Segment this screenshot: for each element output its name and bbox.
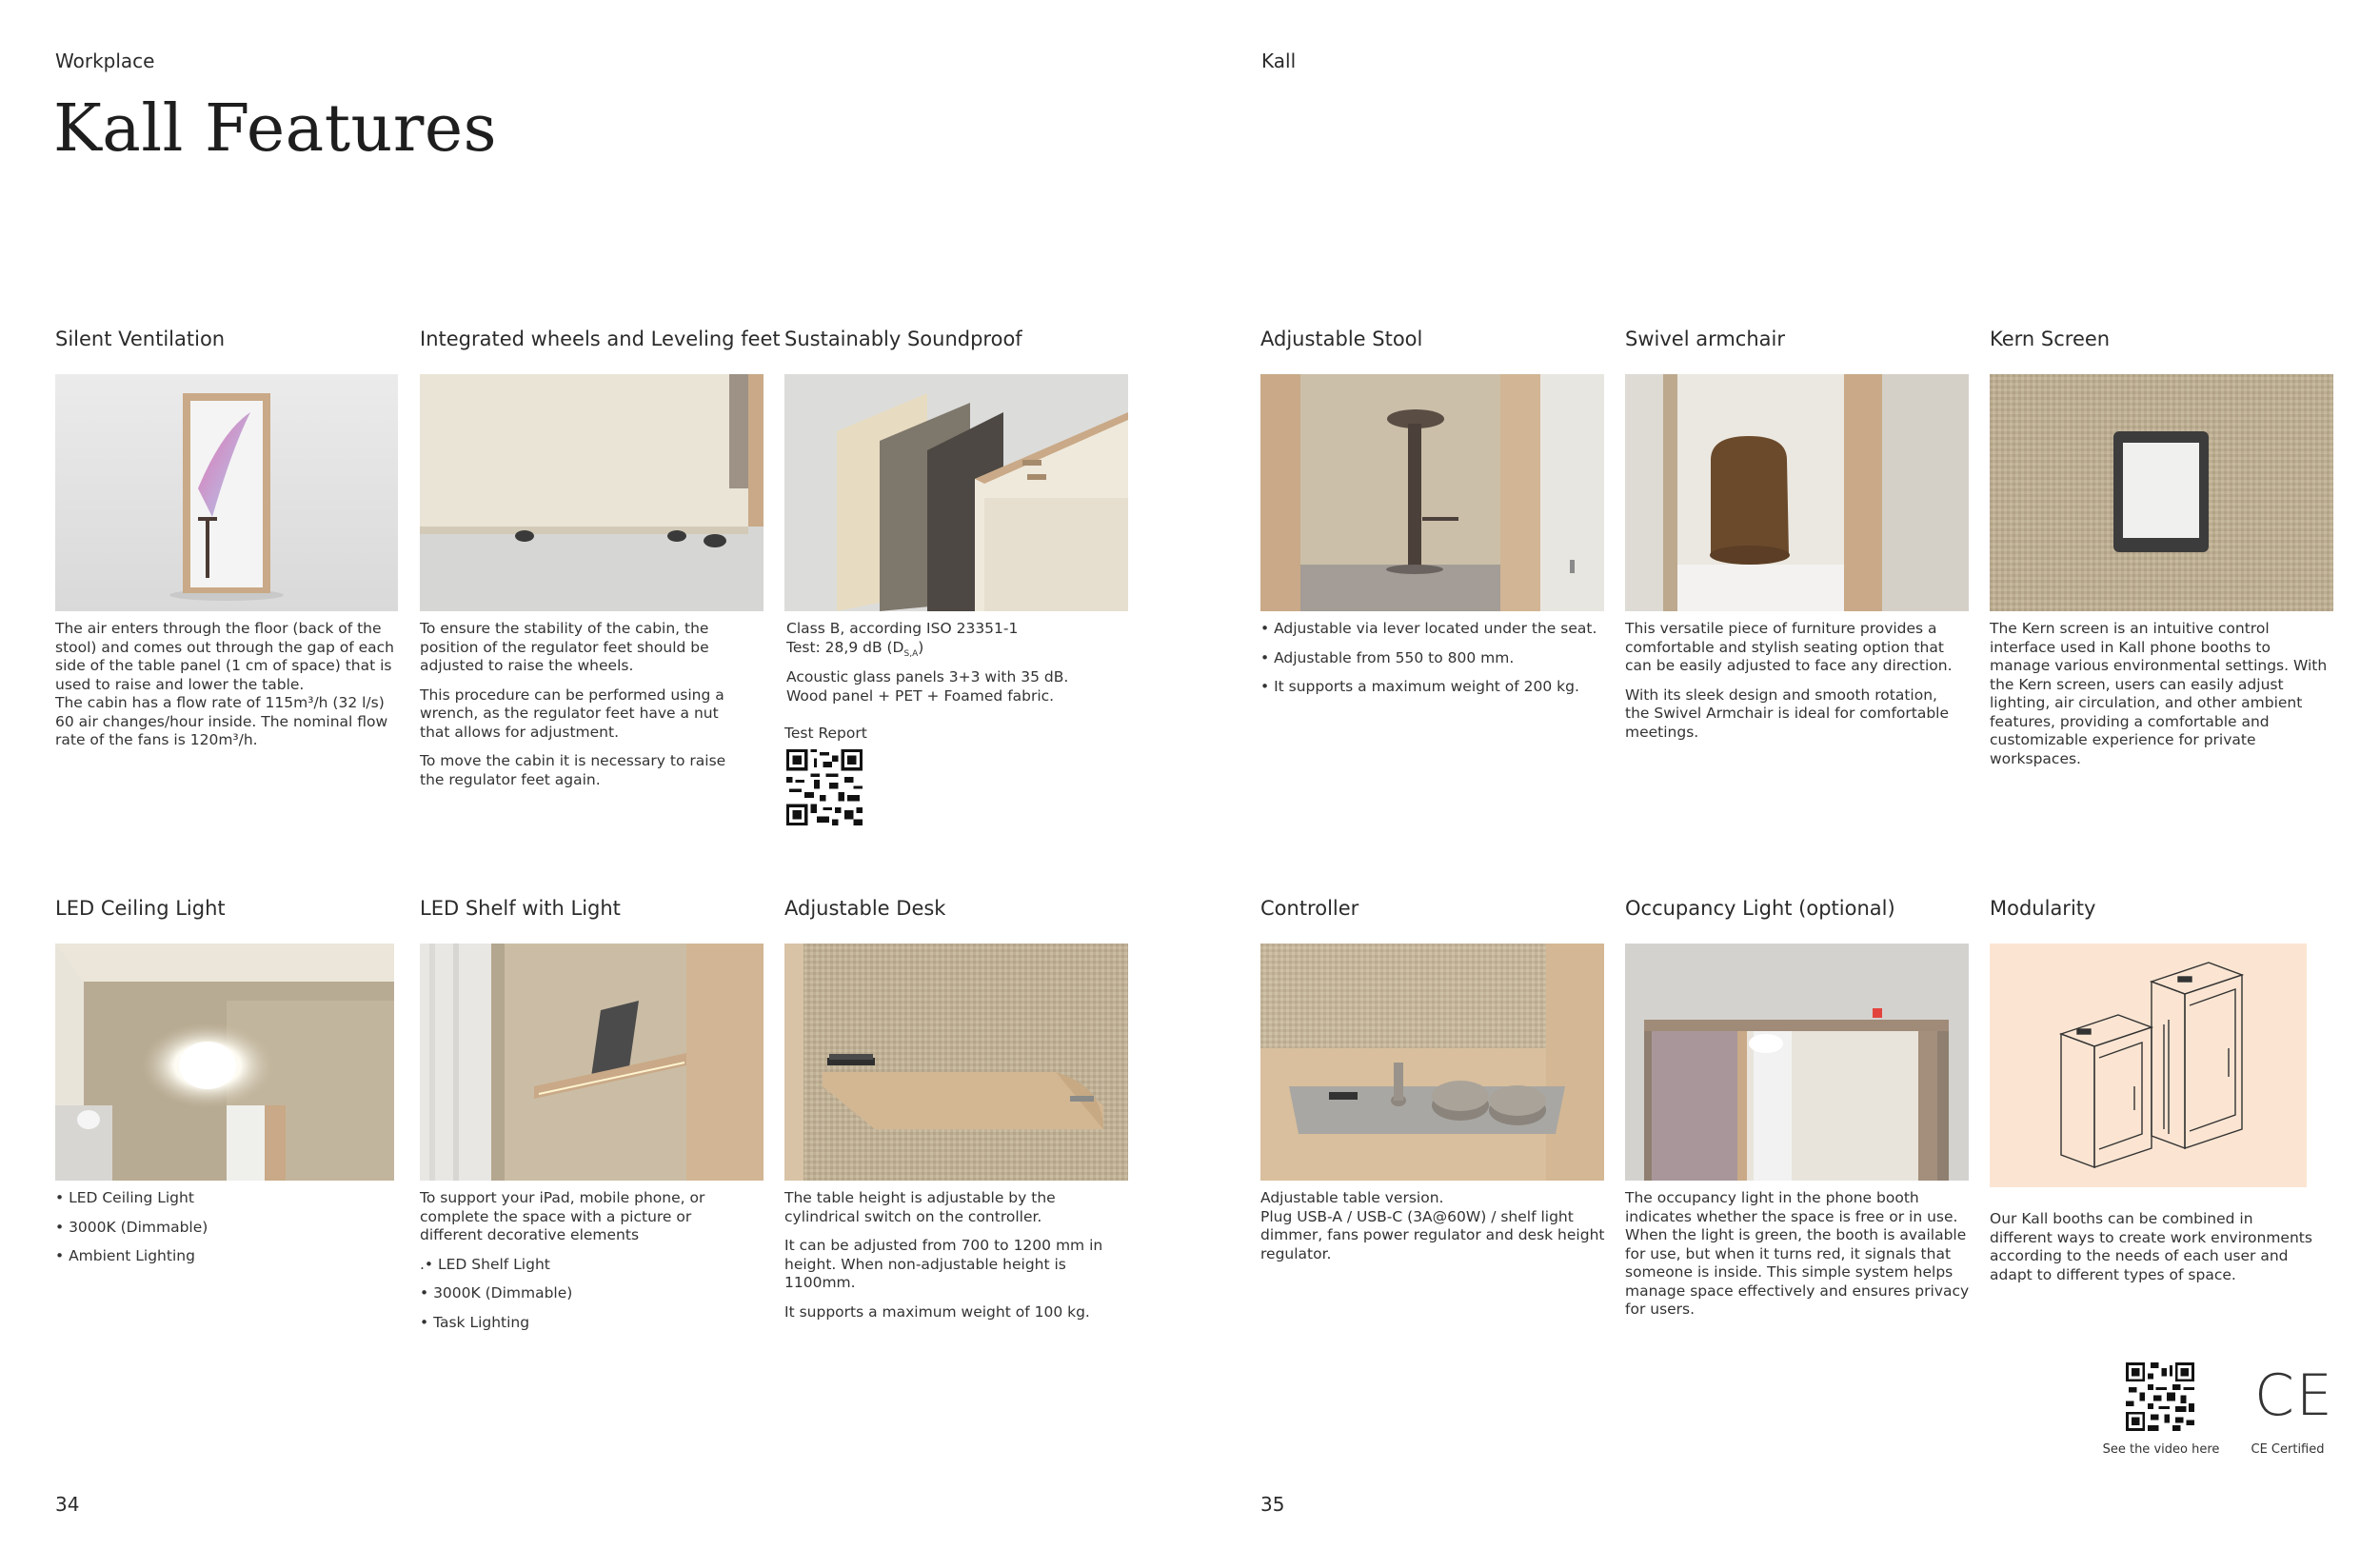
feature-text-adjustable-stool	[1260, 620, 1613, 707]
feature-title-adjustable-stool: Adjustable Stool	[1260, 328, 1423, 350]
paragraph: The occupancy light in the phone booth indicates whether the space is free or in use. When the light is green, the booth is available for use, but when it turns red, it signals that someone is inside. This simple system helps manage space effectively and ensures privacy for users.	[1625, 1189, 1970, 1318]
feature-text-adjustable-desk	[784, 1189, 1132, 1332]
soundproof-line: Class B, according ISO 23351-1 Test: 28,9 dB (D	[786, 620, 1019, 656]
bullet: • Ambient Lighting	[55, 1247, 195, 1264]
bullet: • LED Ceiling Light	[55, 1189, 194, 1206]
paragraph: To support your iPad, mobile phone, or complete the space with a picture or different decorative elements	[420, 1189, 705, 1243]
adjustable-desk-image	[784, 944, 1128, 1181]
page-title: Kall Features	[53, 91, 497, 167]
occupancy-light-image	[1625, 944, 1969, 1181]
bullet: • It supports a maximum weight of 200 kg.	[1260, 678, 1579, 695]
feature-title-kern-screen: Kern Screen	[1990, 328, 2111, 350]
feature-title-controller: Controller	[1260, 897, 1359, 920]
qr-code-icon[interactable]	[786, 749, 863, 825]
feature-text-led-ceiling-light	[55, 1189, 388, 1277]
kern-screen-image	[1990, 374, 2333, 611]
swivel-armchair-image	[1625, 374, 1969, 611]
paragraph: The Kern screen is an intuitive control interface used in Kall phone booths to manage various environmental settings. With the Kern screen, users can easily adjust lighting, air circulation, and other ambient features, providing a comfortable and customizable experience for private workspaces.	[1990, 620, 2328, 767]
paragraph: Adjustable table version. Plug USB-A / USB-C (3A@60W) / shelf light dimmer, fans power regulator and desk height regulator.	[1260, 1189, 1605, 1262]
paragraph: Our Kall booths can be combined in different ways to create work environments according to the needs of each user and adapt to different types of space.	[1990, 1210, 2312, 1283]
bullet: .• LED Shelf Light	[420, 1255, 550, 1273]
led-shelf-image	[420, 944, 764, 1181]
section-label-workplace: Workplace	[55, 50, 155, 72]
page-number-left: 34	[55, 1493, 80, 1516]
feature-text-integrated-wheels	[420, 620, 734, 800]
ce-mark-icon	[2254, 1362, 2334, 1429]
paragraph: This procedure can be performed using a wrench, as the regulator feet have a nut that allows for adjustment.	[420, 686, 724, 741]
feature-text-kern-screen	[1990, 620, 2328, 779]
feature-title-silent-ventilation: Silent Ventilation	[55, 328, 226, 350]
feature-title-swivel-armchair: Swivel armchair	[1625, 328, 1785, 350]
feature-text-led-shelf	[420, 1189, 724, 1342]
feature-text-occupancy-light	[1625, 1189, 1973, 1330]
feature-title-modularity: Modularity	[1990, 897, 2096, 920]
qr-code-icon[interactable]	[2126, 1362, 2194, 1431]
feature-title-occupancy-light: Occupancy Light (optional)	[1625, 897, 1895, 920]
feature-title-soundproof: Sustainably Soundproof	[784, 328, 1022, 350]
led-ceiling-light-image	[55, 944, 394, 1181]
feature-text-modularity	[1990, 1210, 2318, 1295]
paragraph: Acoustic glass panels 3+3 with 35 dB. Wood panel + PET + Foamed fabric.	[786, 668, 1069, 705]
paragraph: The air enters through the floor (back of the stool) and comes out through the gap of each side of the table panel (1 cm of space) that is used to raise and lower the table. The cabin has a flow rate of 115m³/h (32 l/s) 60 air changes/hour inside. The nominal flow rate of the fans is 120m³/h.	[55, 620, 394, 748]
paragraph: To move the cabin it is necessary to raise the regulator feet again.	[420, 752, 726, 788]
feature-text-controller	[1260, 1189, 1608, 1274]
bullet: • 3000K (Dimmable)	[55, 1218, 208, 1236]
feature-text-silent-ventilation	[55, 620, 403, 761]
paragraph: This versatile piece of furniture provides a comfortable and stylish seating option that can be easily adjusted to face any direction.	[1625, 620, 1953, 674]
bullet: • 3000K (Dimmable)	[420, 1284, 573, 1302]
adjustable-stool-image	[1260, 374, 1604, 611]
section-label-kall: Kall	[1261, 50, 1297, 72]
close-paren: )	[918, 638, 924, 656]
subscript: S,A	[903, 648, 919, 659]
bullet: • Adjustable from 550 to 800 mm.	[1260, 648, 1515, 666]
wheels-leveling-feet-image	[420, 374, 764, 611]
page-number-right: 35	[1260, 1493, 1285, 1516]
controller-image	[1260, 944, 1604, 1181]
bullet: • Adjustable via lever located under the seat.	[1260, 620, 1597, 637]
ce-mark-text: CE	[2254, 1362, 2334, 1429]
paragraph: The table height is adjustable by the cylindrical switch on the controller.	[784, 1189, 1056, 1225]
paragraph: It can be adjusted from 700 to 1200 mm in height. When non-adjustable height is 1100mm.	[784, 1237, 1103, 1291]
feature-title-led-ceiling-light: LED Ceiling Light	[55, 897, 226, 920]
paragraph: To ensure the stability of the cabin, the position of the regulator feet should be adjusted to raise the wheels.	[420, 620, 709, 674]
feature-title-integrated-wheels: Integrated wheels and Leveling feet	[420, 328, 781, 350]
feature-text-swivel-armchair	[1625, 620, 1963, 752]
feature-title-led-shelf: LED Shelf with Light	[420, 897, 621, 920]
paragraph	[786, 620, 1110, 664]
paragraph: With its sleek design and smooth rotation, the Swivel Armchair is ideal for comfortable meetings.	[1625, 686, 1950, 741]
paragraph: It supports a maximum weight of 100 kg.	[784, 1302, 1090, 1321]
video-caption: See the video here	[2102, 1442, 2220, 1457]
feature-text-soundproof	[786, 620, 1110, 716]
bullet: • Task Lighting	[420, 1313, 530, 1331]
feature-title-adjustable-desk: Adjustable Desk	[784, 897, 946, 920]
silent-ventilation-image	[55, 374, 398, 611]
ce-caption: CE Certified	[2251, 1442, 2325, 1457]
test-report-label: Test Report	[784, 725, 867, 742]
soundproof-panels-image	[784, 374, 1128, 611]
modularity-illustration	[1990, 944, 2307, 1187]
